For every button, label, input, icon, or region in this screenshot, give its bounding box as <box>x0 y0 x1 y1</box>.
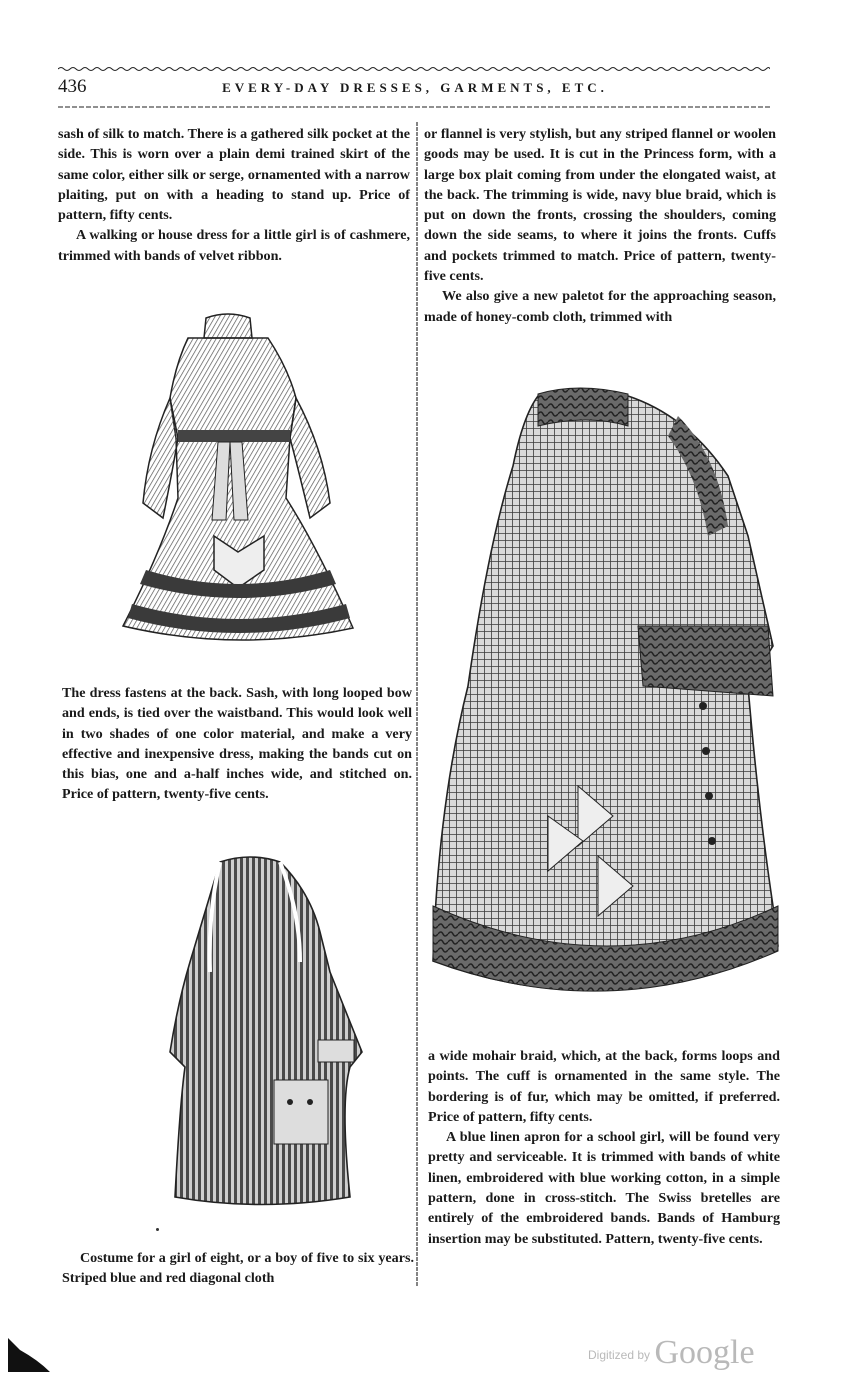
paragraph: Costume for a girl of eight, or a boy of five to six years. Striped blue and red diagonal cloth <box>62 1250 414 1287</box>
left-column-bottom <box>62 1248 414 1289</box>
paragraph: A walking or house dress for a little girl is of cashmere, trimmed with bands of velvet ribbon. <box>58 227 410 264</box>
illustration-paletot <box>428 386 780 1011</box>
ink-speck <box>156 1228 159 1231</box>
illustration-girls-dress <box>118 308 358 658</box>
right-column-bottom <box>428 1046 780 1249</box>
illustration-striped-costume <box>150 852 375 1212</box>
left-column-top <box>58 124 410 266</box>
header-rule-top <box>58 66 770 72</box>
watermark-brand: Google <box>654 1334 755 1371</box>
page-corner-mark <box>8 1338 50 1372</box>
header-rule-bottom <box>58 104 770 110</box>
watermark-prefix: Digitized by <box>588 1348 651 1362</box>
paragraph: sash of silk to match. There is a gathered silk pocket at the side. This is worn over a plain demi trained skirt of the same color, either silk or serge, ornamented with a narrow plaiting, put on with a heading to stand up. Price of pattern, fifty cents. <box>58 126 410 224</box>
running-title: EVERY-DAY DRESSES, GARMENTS, ETC. <box>222 80 608 95</box>
paragraph: a wide mohair braid, which, at the back, forms loops and points. The cuff is ornamented in the same style. The bordering is of fur, which may be omitted, if preferred. Price of pattern, fifty cents. <box>428 1048 780 1125</box>
page-number: 436 <box>58 76 87 97</box>
paragraph: We also give a new paletot for the approaching season, made of honey-comb cloth, trimmed with <box>424 288 776 325</box>
left-column-middle <box>62 683 412 805</box>
paragraph: or flannel is very stylish, but any striped flannel or woolen goods may be used. It is cut in the Princess form, with a large box plait coming from under the elongated waist, at the back. The trimming is wide, navy blue braid, which is put on down the fronts, crossing the shoulders, coming down the side seams, to where it joins the fronts. Cuffs and pockets trimmed to match. Price of pattern, twenty-five cents. <box>424 126 776 285</box>
paragraph: A blue linen apron for a school girl, will be found very pretty and serviceable. It is trimmed with bands of white linen, embroidered with blue working cotton, in a simple pattern, done in cross-stitch. The Swiss bretelles are entirely of the embroidered bands. Bands of Hamburg insertion may be substituted. Pattern, twenty-five cents. <box>428 1129 780 1247</box>
column-divider <box>414 122 420 1287</box>
right-column-top <box>424 124 776 327</box>
digitized-watermark <box>588 1334 755 1372</box>
paragraph: The dress fastens at the back. Sash, with long looped bow and ends, is tied over the waistband. This would look well in two shades of one color material, and make a very effective and inexpensive dress, making the bands cut on this bias, one and a-half inches wide, and stitched on. Price of pattern, twenty-five cents. <box>62 685 412 803</box>
